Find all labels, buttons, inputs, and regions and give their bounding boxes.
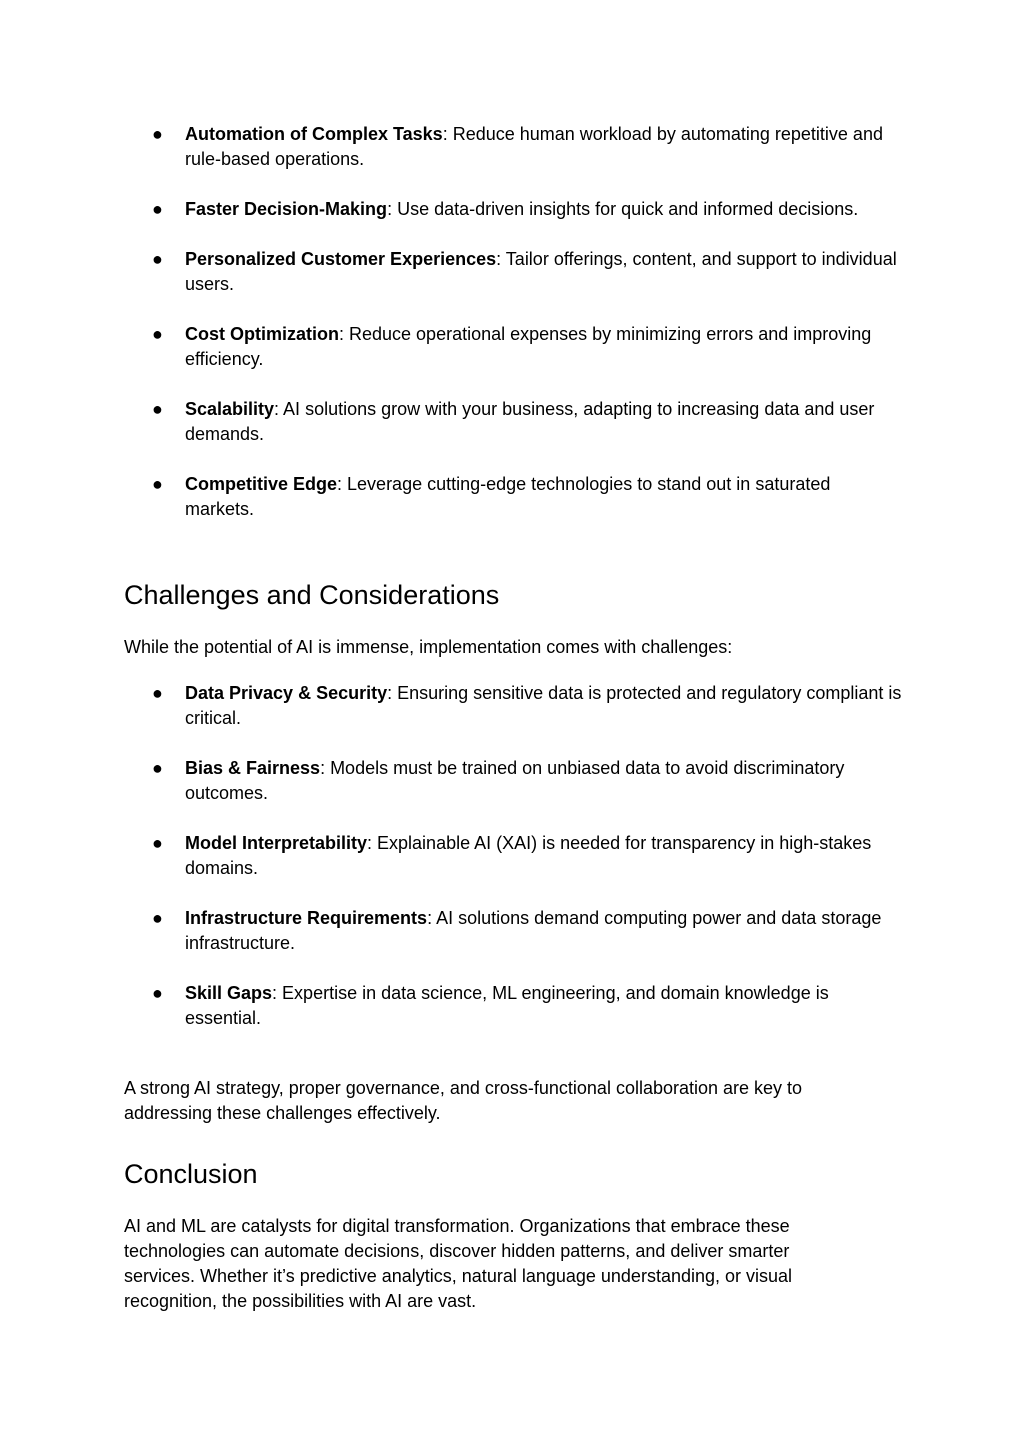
bullet-icon: ● (152, 324, 163, 344)
list-item-term: Model Interpretability (185, 833, 368, 853)
list-item-description: : Leverage cutting-edge technologies to stand out in saturated markets. (185, 474, 831, 519)
list-item-term: Automation of Complex Tasks (185, 124, 443, 144)
bullet-icon: ● (152, 399, 163, 419)
bullet-icon: ● (152, 199, 163, 219)
benefits-list (124, 122, 904, 547)
list-item-description: : Reduce human workload by automating repetitive and rule-based operations. (185, 124, 883, 169)
list-item (124, 831, 904, 881)
list-item-description: : Tailor offerings, content, and support to individual users. (185, 249, 897, 294)
list-item-term: Cost Optimization (185, 324, 339, 344)
bullet-icon: ● (152, 983, 163, 1003)
list-item-description: : Models must be trained on unbiased data to avoid discriminatory outcomes. (185, 758, 845, 803)
challenges-intro: While the potential of AI is immense, implementation comes with challenges: (124, 637, 733, 657)
section-heading-challenges: Challenges and Considerations (124, 580, 500, 610)
bullet-icon: ● (152, 249, 163, 269)
list-item (124, 756, 904, 806)
list-item-description: : Use data-driven insights for quick and informed decisions. (387, 199, 859, 219)
challenges-list (124, 681, 904, 1056)
list-item (124, 472, 904, 522)
list-item-term: Data Privacy & Security (185, 683, 388, 703)
list-item-term: Skill Gaps (185, 983, 273, 1003)
list-item-term: Bias & Fairness (185, 758, 321, 778)
bullet-icon: ● (152, 833, 163, 853)
list-item-description: : Reduce operational expenses by minimizing errors and improving efficiency. (185, 324, 872, 369)
list-item-description: : AI solutions grow with your business, adapting to increasing data and user demands. (185, 399, 875, 444)
bullet-icon: ● (152, 758, 163, 778)
section-heading-conclusion: Conclusion (124, 1159, 258, 1189)
list-item-term: Competitive Edge (185, 474, 338, 494)
list-item (124, 397, 904, 447)
list-item-term: Personalized Customer Experiences (185, 249, 497, 269)
list-item (124, 906, 904, 956)
list-item-term: Infrastructure Requirements (185, 908, 428, 928)
list-item-term: Scalability (185, 399, 275, 419)
bullet-icon: ● (152, 474, 163, 494)
list-item-term: Faster Decision-Making (185, 199, 388, 219)
challenges-closing-paragraph: A strong AI strategy, proper governance, and cross-functional collaboration are key to addressing these challenges effectively. (124, 1078, 803, 1123)
list-item (124, 197, 904, 222)
list-item (124, 681, 904, 731)
list-item (124, 247, 904, 297)
list-item-description: : Explainable AI (XAI) is needed for transparency in high-stakes domains. (185, 833, 872, 878)
list-item (124, 322, 904, 372)
bullet-icon: ● (152, 683, 163, 703)
bullet-icon: ● (152, 124, 163, 144)
list-item-description: : AI solutions demand computing power and data storage infrastructure. (185, 908, 882, 953)
list-item (124, 981, 904, 1031)
conclusion-paragraph: AI and ML are catalysts for digital transformation. Organizations that embrace these technologies can automate decisions, discover hidden patterns, and deliver smarter services. Whether it’s predictive analytics, natural language understanding, or visual recognition, the possibilities with AI are vast. (124, 1216, 793, 1311)
list-item-description: : Ensuring sensitive data is protected and regulatory compliant is critical. (185, 683, 902, 728)
list-item-description: : Expertise in data science, ML engineering, and domain knowledge is essential. (185, 983, 829, 1028)
list-item (124, 122, 904, 172)
bullet-icon: ● (152, 908, 163, 928)
